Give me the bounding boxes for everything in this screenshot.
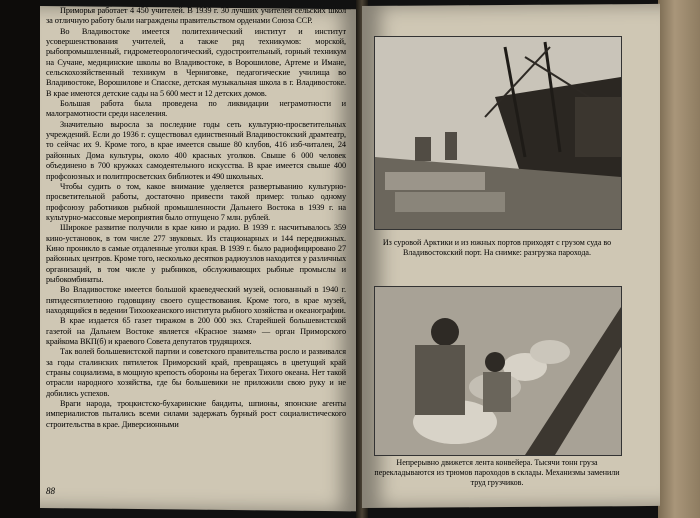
conveyor-photo	[374, 286, 622, 456]
paragraph: Большая работа была проведена по ликвидации неграмотности и малограмотности среди населения.	[46, 99, 346, 119]
paragraph: Значительно выросла за последние годы сеть культурно-просветительных учреждений. Если до 1936 г. существовал единственный Владивостокский драмтеатр, то сейчас их 9. Кроме того, в крае имеется свыше 80 клубов, 416 изб-читален, 24 районных Дома культуры, около 400 красных уголков. Свыше 6 000 человек объединено в 700 кружках самодеятельного искусства. В крае имеется свыше 400 профсоюзных и политпросветских библиотек и 490 школьных.	[46, 119, 346, 181]
paragraph: Приморья работает 4 450 учителей. В 1939 г. 30 лучших учителей сельских школ за отличную работу были награждены правительством орденами Союза ССР.	[46, 6, 346, 26]
conveyor-illustration	[375, 287, 621, 455]
paragraph: Враги народа, троцкистско-бухаринские бандиты, шпионы, японские агенты империалистов пытались всеми силами задержать бурный рост социалистического строительства в крае. Диверсионными	[46, 399, 346, 429]
cover-edge-left	[0, 0, 40, 518]
paragraph: Так волей большевистской партии и советского правительства росло и развивался за годы сталинских пятилеток Приморский край, превращаясь в цветущий край страны социализма, в мощную крепость обороны на берегах Тихого океана. Нет такой отрасли народного хозяйства, где бы большевики не приложили свою руку и не добились успехов.	[46, 347, 346, 398]
paragraph: Широкое развитие получили в крае кино и радио. В 1939 г. насчитывалось 359 кино-установок, в том числе 277 звуковых. Из стационарных и 144 передвижных. Кино проникло в самые отдаленные уголки края. В 1939 г. было радиофицировано 27 районных центров. Кроме того, несколько десятков радиоузлов находится у различных организаций, в том числе у рыбников, обслуживающих рыбные промыслы и рыбокомбинаты.	[46, 223, 346, 284]
paragraph: В крае издается 65 газет тиражом в 200 000 экз. Старейшей большевистской газетой на Дальнем Востоке является «Красное знамя» — орган Приморского крайкома ВКП(б) и краевого Совета депутатов трудящихся.	[46, 316, 346, 346]
paragraph: Чтобы судить о том, какое внимание уделяется развертыванию культурно-просветительной работы, достаточно привести такой пример: только одному профсоюзу работников рыбной промышленности Дальнего Востока в 1939 г. на культурно-массовые мероприятия было отпущено 7 млн. рублей.	[46, 181, 346, 222]
port-unloading-photo	[374, 36, 622, 230]
paragraph: Во Владивостоке имеется политехнический институт и институт усовершенствования учителей, а также ряд техникумов: морской, рыбопромышленный, гидрометеорологический, судостроительный, горный техникум на Сучане, медицинские школы во Владивостоке, в Ворошилове, Артеме и Имане, сельскохозяйственный техникум в Черниговке, педагогические училища во Владивостоке, Ворошилове и Спасске, детская музыкальная школа в г. Владивостоке. В крае имеются детские сады на 5 600 мест и 12 детских домов.	[46, 26, 346, 98]
photo-caption-bottom: Непрерывно движется лента конвейера. Тысячи тонн груза перекладываются из трюмов пароходов в склады. Механизмы заменили труд грузчиков.	[374, 458, 620, 487]
cover-edge-right	[658, 0, 700, 518]
page-number: 88	[46, 486, 55, 496]
paragraph: Во Владивостоке имеется большой краеведческий музей, основанный в 1940 г. пятидесятилетнюю годовщину своего существования. Кроме того, в крае музей, находящийся в ведении Тихоокеанского института рыбного хозяйства и океанографии.	[46, 285, 346, 315]
left-page-text	[46, 6, 346, 430]
ship-crane-illustration	[375, 37, 621, 229]
photo-caption-top: Из суровой Арктики и из южных портов приходят с грузом суда во Владивостокский порт. На снимке: разгрузка парохода.	[382, 238, 612, 257]
